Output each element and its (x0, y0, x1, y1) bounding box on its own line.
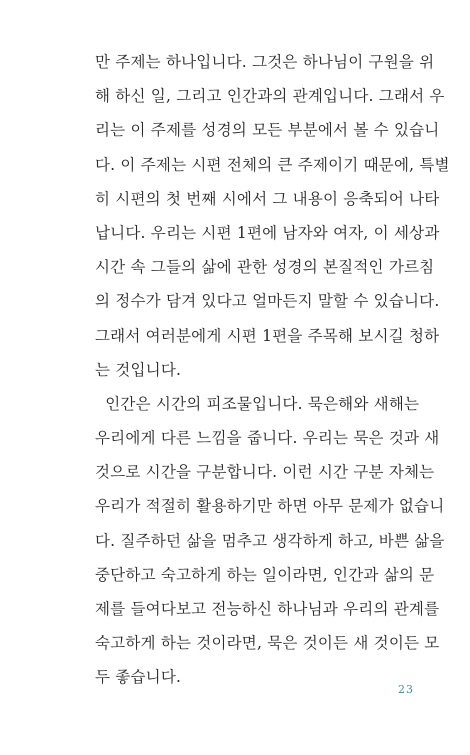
text-line: 것으로 시간을 구분합니다. 이런 시간 구분 자체는 (95, 463, 435, 482)
text-line: 해 하신 일, 그리고 인간과의 관계입니다. 그래서 우 (95, 87, 445, 106)
body-text (95, 45, 450, 695)
text-line: 는 것입니다. (95, 360, 182, 379)
text-line: 중단하고 숙고하게 하는 일이라면, 인간과 삶의 문 (95, 565, 435, 584)
text-line: 두 좋습니다. (95, 668, 182, 687)
text-line: 우리가 적절히 활용하기만 하면 아무 문제가 없습니 (95, 497, 445, 516)
text-line: 히 시편의 첫 번째 시에서 그 내용이 응축되어 나타 (95, 189, 440, 208)
text-line: 인간은 시간의 피조물입니다. 묵은해와 새해는 (95, 394, 420, 413)
text-line: 납니다. 우리는 시편 1편에 남자와 여자, 이 세상과 (95, 223, 440, 242)
text-line: 제를 들여다보고 전능하신 하나님과 우리의 관계를 (95, 600, 440, 618)
page-number: 23 (398, 683, 414, 696)
text-line: 다. 이 주제는 시편 전체의 큰 주제이기 때문에, 특별 (95, 155, 450, 174)
text-line: 우리에게 다른 느낌을 줍니다. 우리는 묵은 것과 새 (95, 429, 440, 448)
text-line: 시간 속 그들의 삶에 관한 성경의 본질적인 가르침 (95, 258, 435, 277)
text-line: 다. 질주하던 삶을 멈추고 생각하게 하고, 바쁜 삶을 (95, 531, 445, 550)
text-line: 그래서 여러분에게 시편 1편을 주목해 보시길 청하 (95, 326, 440, 345)
text-line: 의 정수가 담겨 있다고 얼마든지 말할 수 있습니다. (95, 292, 440, 311)
text-line: 만 주제는 하나입니다. 그것은 하나님이 구원을 위 (95, 53, 435, 71)
text-line: 숙고하게 하는 것이라면, 묵은 것이든 새 것이든 모 (95, 634, 440, 653)
text-line: 리는 이 주제를 성경의 모든 부분에서 볼 수 있습니 (95, 121, 440, 140)
